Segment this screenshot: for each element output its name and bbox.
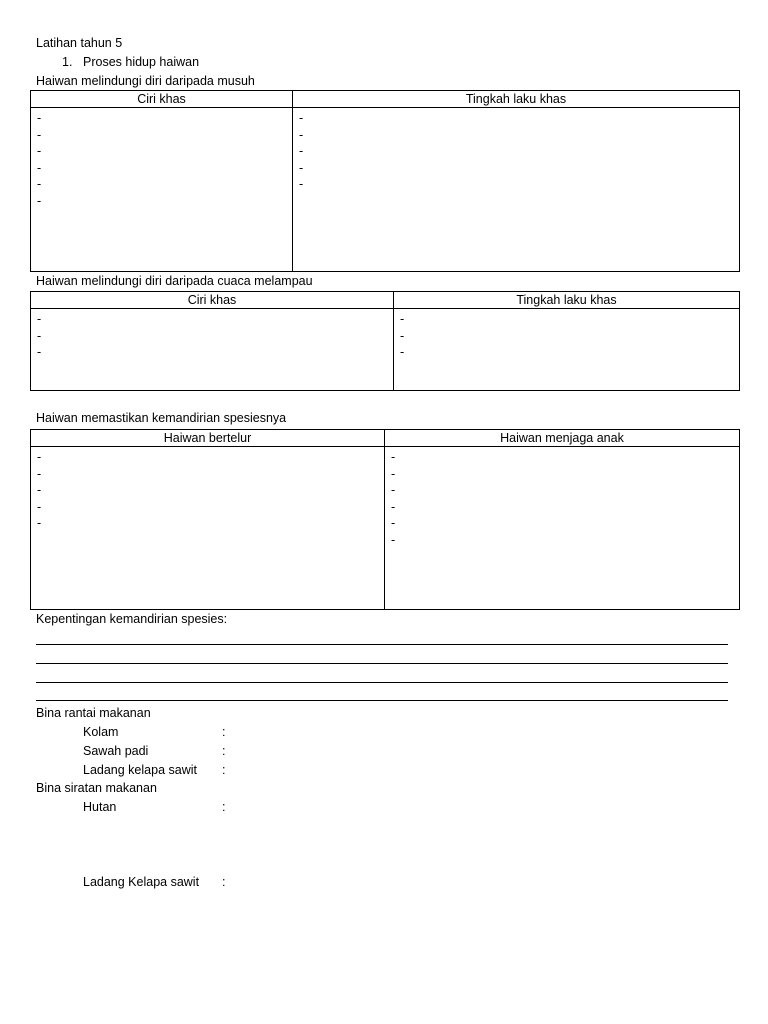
section3-col1-cell[interactable] [31,447,385,610]
worksheet-title: Latihan tahun 5 [36,36,123,50]
colon: : [222,763,226,777]
list-item: - [299,144,304,159]
list-item: - [37,160,42,175]
list-item: - [400,312,405,326]
list-item: - [391,532,396,547]
section1-col2-header: Tingkah laku khas [293,91,740,108]
list-item: - [37,466,42,481]
list-item: - [37,312,42,326]
list-item: - [299,177,304,192]
section2-col1-cell[interactable] [31,309,394,391]
list-item: - [37,144,42,159]
section2-col2-header: Tingkah laku khas [394,292,740,309]
list-item: - [299,111,304,125]
item-number: 1. [62,55,73,69]
answer-line[interactable] [36,682,728,683]
list-item: - [391,483,396,498]
list-item: - [391,450,396,464]
list-item: - [391,466,396,481]
list-item: - [37,516,42,531]
list-item: - [37,177,42,192]
section2-table [30,291,740,391]
list-item: - [37,450,42,464]
section3-col2-header: Haiwan menjaga anak [385,430,740,447]
section1-heading: Haiwan melindungi diri daripada musuh [36,74,255,88]
colon: : [222,725,226,739]
food-chain-item: Ladang kelapa sawit [83,763,197,777]
list-item: - [37,499,42,514]
colon: : [222,800,226,814]
list-item: - [37,328,42,343]
food-web-item: Hutan [83,800,117,814]
list-item: - [37,483,42,498]
food-chain-item: Sawah padi [83,744,149,758]
list-item: - [37,127,42,142]
section2-col1-header: Ciri khas [31,292,394,309]
item-title: Proses hidup haiwan [83,55,200,69]
list-item: - [299,127,304,142]
section3-col2-cell[interactable] [385,447,740,610]
answer-line[interactable] [36,644,728,645]
colon: : [222,744,226,758]
section3-table [30,429,740,610]
section1-col1-cell[interactable] [31,108,293,272]
list-item: - [391,499,396,514]
list-item: - [37,111,42,125]
food-chain-item: Kolam [83,725,119,739]
section1-col1-header: Ciri khas [31,91,293,108]
importance-heading: Kepentingan kemandirian spesies: [36,612,228,626]
list-item: - [391,516,396,531]
list-item: - [400,328,405,343]
food-web-heading: Bina siratan makanan [36,781,157,795]
list-item: - [37,193,42,208]
list-item: - [400,345,405,360]
section1-table [30,90,740,272]
section3-col1-header: Haiwan bertelur [31,430,385,447]
answer-line[interactable] [36,663,728,664]
food-chain-heading: Bina rantai makanan [36,706,151,720]
section3-heading: Haiwan memastikan kemandirian spesiesnya [36,411,287,425]
answer-line[interactable] [36,700,728,701]
colon: : [222,875,226,889]
list-item: - [37,345,42,360]
section2-col2-cell[interactable] [394,309,740,391]
list-item: - [299,160,304,175]
food-web-item: Ladang Kelapa sawit [83,875,200,889]
section2-heading: Haiwan melindungi diri daripada cuaca melampau [36,274,313,288]
section1-col2-cell[interactable] [293,108,740,272]
